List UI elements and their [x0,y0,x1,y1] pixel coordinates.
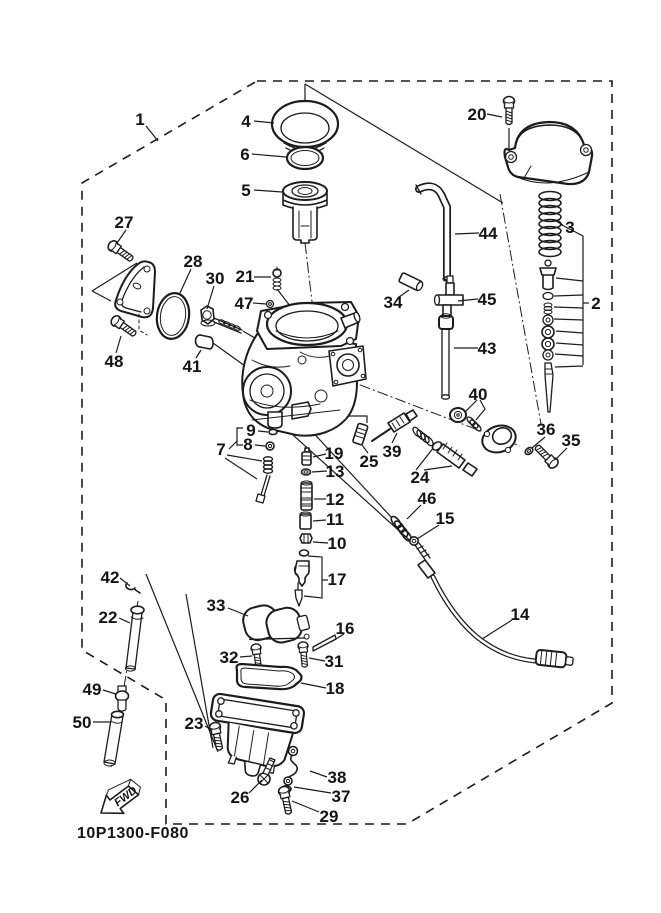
part-40-seal-and-spring [450,408,482,432]
callout-47: 47 [234,294,254,313]
callout-42: 42 [100,568,120,587]
part-27-plate-screw [106,239,135,264]
leader-49 [103,690,116,694]
part-8-nut [266,442,274,450]
part2-tick-f [556,343,583,345]
callout-19: 19 [324,444,344,463]
part-45-joint-fitting [435,276,464,317]
part-6-o-ring [287,147,323,169]
part-35-screw [532,442,560,470]
callout-43: 43 [477,339,497,358]
callout-34: 34 [383,293,403,312]
callout-38: 38 [327,768,347,787]
throttle-stop-screw [214,318,242,333]
part-30-nut [201,306,215,326]
callout-17: 17 [327,570,347,589]
callout-1: 1 [135,110,145,129]
part-31-screw [298,642,310,668]
callout-35: 35 [561,431,581,450]
callout-14: 14 [510,605,530,624]
part-49-joint [116,686,129,711]
callout-22: 22 [98,608,118,627]
part-25-jet [352,423,368,445]
leader-22 [119,618,130,623]
callout-30: 30 [205,269,225,288]
leader-10 [313,542,328,543]
leader-47 [253,303,266,304]
callout-21: 21 [235,267,255,286]
callout-37: 37 [331,787,351,806]
callout-29: 29 [319,807,339,826]
part-39-starter-plunger [372,410,417,441]
callout-48: 48 [104,352,124,371]
part2-tick-e [556,331,583,333]
part-44-breather-hose [416,185,451,281]
part-14-throttle-cable [415,543,574,668]
diaphragm-chamber-cover [505,122,593,184]
callout-23: 23 [184,714,204,733]
part-9-o-ring [269,430,277,435]
callout-45: 45 [477,290,497,309]
part-28-o-ring [154,291,192,341]
part-43-overflow-pipe [439,314,453,399]
axis-needle-axis [500,194,541,424]
apex-v-b [305,84,503,203]
leader-6 [252,154,286,157]
callout-24: 24 [410,468,430,487]
callout-26: 26 [230,788,250,807]
fwd-arrow [93,774,147,825]
callout-9: 9 [246,421,256,440]
callout-15: 15 [435,509,455,528]
part-15-washer [410,537,418,545]
callout-10: 10 [327,534,347,553]
part-12-main-jet-holder [301,481,312,510]
part-21-pilot-air-screw [273,267,281,290]
leader-42 [120,578,130,586]
bracket-9-8 [237,428,243,445]
leader-44 [455,233,479,234]
callout-4: 4 [241,112,251,131]
part-16-float-pin [313,635,336,651]
part-20-cover-screw [504,97,515,125]
leader-30 [207,286,214,309]
callout-39: 39 [382,442,402,461]
leader-18 [301,683,326,688]
callout-44: 44 [478,224,498,243]
bracket-7-b [225,458,257,479]
part-41-cap [196,335,214,349]
part2-tick-d [554,319,583,320]
part-48-plate-screw [109,314,138,339]
callout-31: 31 [324,652,344,671]
starter-plunger-cap [479,421,519,456]
leader-48 [116,336,121,353]
callout-7: 7 [216,440,226,459]
part-7-pilot-screw [256,457,273,503]
callout-49: 49 [82,680,102,699]
leader-32 [240,656,252,657]
leader-4 [254,121,274,123]
part2-tick-c [554,307,583,308]
callout-13: 13 [325,462,345,481]
part-11-spacer [300,512,311,529]
leader-29 [292,801,319,812]
part-19-valve-seat [302,448,311,465]
figure-code: 10P1300-F080 [77,825,189,842]
bracket-7-c [229,441,237,449]
part-34-pipe [399,272,425,291]
part-10-main-jet [300,534,312,543]
part-3-piston-spring [539,192,561,257]
part-22-tube [126,606,145,671]
callout-46: 46 [417,489,437,508]
callout-8: 8 [243,435,253,454]
part2-tick-b [554,295,583,296]
part2-tick-g [555,354,583,356]
callout-28: 28 [183,252,203,271]
callout-36: 36 [536,420,556,439]
part2-tick-a [556,278,583,281]
bracket-7-a [227,455,262,461]
callout-12: 12 [325,490,345,509]
callout-20: 20 [467,105,487,124]
part2-tick-h [555,366,583,367]
callout-11: 11 [326,510,344,529]
leader-38 [310,771,327,777]
callout-41: 41 [182,357,202,376]
leader-28 [180,269,191,293]
part-29-screw [278,785,295,815]
leader-14 [482,620,512,639]
part-50-tube [104,711,124,766]
callout-3: 3 [565,218,575,237]
fwd-label: FWD [112,784,140,810]
callout-50: 50 [72,713,92,732]
carburetor-body [242,302,366,436]
callout-25: 25 [359,452,379,471]
leader-20 [487,114,502,117]
callout-40: 40 [468,385,488,404]
leader-8 [255,445,265,446]
leader-5 [254,190,282,192]
callout-labels [73,105,601,826]
part-46-spring [389,515,413,543]
callout-6: 6 [240,145,250,164]
part-18-bowl-gasket [237,664,302,689]
leader-9 [258,431,268,432]
leader-11 [313,520,326,521]
callout-27: 27 [114,213,134,232]
part-47-o-ring [267,301,274,308]
leader-31 [309,658,325,661]
leader-26 [249,780,262,793]
leader-37 [294,787,331,793]
part-17-needle-valve [294,550,309,606]
callout-5: 5 [241,181,251,200]
part-5-vacuum-piston [283,182,327,243]
callout-2: 2 [591,294,601,313]
callout-32: 32 [219,648,239,667]
part-13-o-ring [302,469,311,475]
plate-v-b [92,291,111,301]
callout-16: 16 [335,619,355,638]
part-2-needle-set [540,260,556,412]
callout-33: 33 [206,596,226,615]
callout-18: 18 [325,679,345,698]
leader-1 [146,126,158,141]
bracket-24-a [416,447,434,470]
